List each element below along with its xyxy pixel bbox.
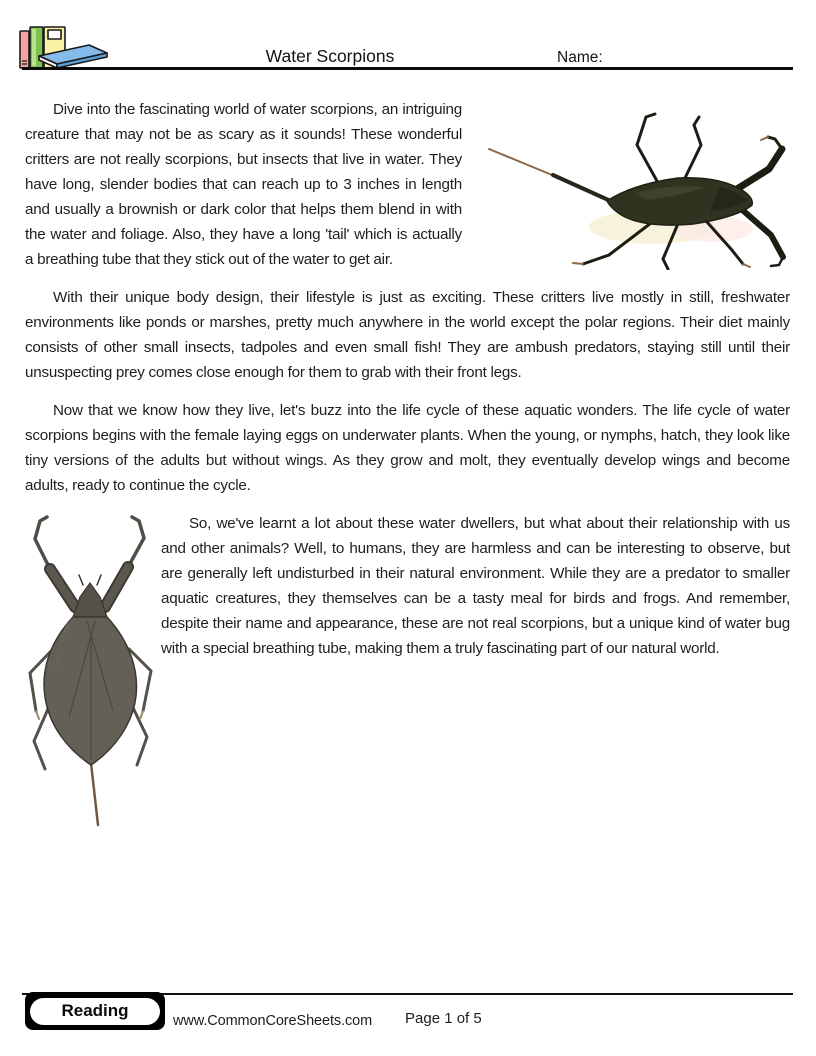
- reading-badge: [25, 992, 165, 1030]
- page-number: Page 1 of 5: [405, 1010, 482, 1027]
- paragraph-4-text: So, we've learnt a lot about these water dwellers, but what about their relationship with us and other animals? Well, to humans, they are harmless and can be interesting to observe, but are generally left undisturbed in their natural environment. While they are a predator to smaller aquatic creatures, they themselves can be a tasty meal for birds and frogs. And remember, despite their name and appearance, these are not real scorpions, but a unique kind of water bug with a special breathing tube, making them a truly fascinating part of our natural world.: [161, 515, 790, 657]
- paragraph-1: [25, 97, 790, 272]
- paragraph-1-text: Dive into the fascinating world of water scorpions, an intriguing creature that may not be as scary as it sounds! These wonderful critters are not really scorpions, but insects that live in water. They have long, slender bodies that can reach up to 3 inches in length and usually a brownish or dark color that helps them blend in with the water and foliage. Also, they have a long 'tail' which is actually a breathing tube that they stick out of the water to get air.: [25, 101, 462, 268]
- paragraph-3: [25, 398, 790, 498]
- water-scorpion-side-image: [485, 107, 790, 270]
- reading-badge-label: Reading: [30, 998, 160, 1025]
- name-label: Name:: [557, 49, 603, 66]
- water-scorpion-top-image: [25, 511, 157, 829]
- website-url: www.CommonCoreSheets.com: [173, 1013, 373, 1029]
- paragraph-4: [25, 511, 790, 661]
- worksheet-title: Water Scorpions: [265, 46, 395, 66]
- paragraph-2: [25, 285, 790, 385]
- paragraph-2-text: With their unique body design, their lifestyle is just as exciting. These critters live mostly in still, freshwater environments like ponds or marshes, pretty much anywhere in the world except the polar regions. Their diet mainly consists of other small insects, tadpoles and even small fish! They are ambush predators, staying still until their unsuspecting prey comes close enough for them to grab with their front legs.: [25, 289, 790, 381]
- paragraph-3-text: Now that we know how they live, let's buzz into the life cycle of these aquatic wonders. The life cycle of water scorpions begins with the female laying eggs on underwater plants. When the young, or nymphs, hatch, they look like tiny versions of the adults but without wings. As they grow and molt, they eventually develop wings and become adults, ready to continue the cycle.: [25, 402, 790, 494]
